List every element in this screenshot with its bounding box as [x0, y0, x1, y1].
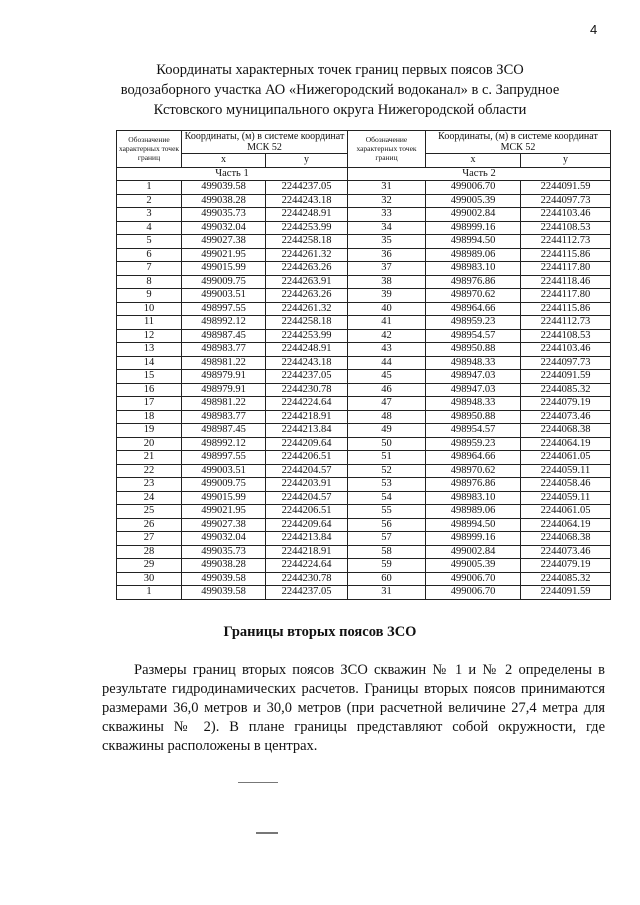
table-cell: 498983.10	[426, 491, 521, 505]
table-cell: 499015.99	[182, 262, 266, 276]
table-cell: 498954.57	[426, 424, 521, 438]
table-cell: 499039.58	[182, 572, 266, 586]
table-cell: 2244108.53	[521, 329, 611, 343]
table-cell: 2244079.19	[521, 559, 611, 573]
table-row	[117, 586, 611, 600]
table-cell: 2244085.32	[521, 383, 611, 397]
table-cell: 499006.70	[426, 572, 521, 586]
designation-header-left: Обозначение характерных точек границ	[117, 131, 182, 168]
table-cell: 498954.57	[426, 329, 521, 343]
table-row	[117, 424, 611, 438]
table-cell: 2244258.18	[266, 235, 348, 249]
table-cell: 2244097.73	[521, 356, 611, 370]
table-cell: 2244209.64	[266, 437, 348, 451]
table-row	[117, 262, 611, 276]
table-cell: 2244068.38	[521, 532, 611, 546]
table-row	[117, 248, 611, 262]
table-cell: 15	[117, 370, 182, 384]
table-cell: 2244204.57	[266, 491, 348, 505]
table-cell: 36	[348, 248, 426, 262]
title-line-2: водозаборного участка АО «Нижегородский водоканал» в с. Запрудное	[120, 82, 560, 98]
table-cell: 10	[117, 302, 182, 316]
table-cell: 498987.45	[182, 329, 266, 343]
table-cell: 2244213.84	[266, 424, 348, 438]
table-cell: 498994.50	[426, 235, 521, 249]
table-cell: 2244237.05	[266, 181, 348, 195]
table-cell: 2244253.99	[266, 221, 348, 235]
table-cell: 499032.04	[182, 221, 266, 235]
table-cell: 2244061.05	[521, 451, 611, 465]
table-cell: 2244097.73	[521, 194, 611, 208]
table-cell: 2244058.46	[521, 478, 611, 492]
table-row	[117, 194, 611, 208]
table-row	[117, 275, 611, 289]
table-cell: 7	[117, 262, 182, 276]
table-cell: 57	[348, 532, 426, 546]
table-cell: 498999.16	[426, 221, 521, 235]
body-paragraph: Размеры границ вторых поясов ЗСО скважин № 1 и № 2 определены в результате гидродинамических расчетов. Границы вторых поясов принимаются размерами 36,0 метров и 30,0 метров (при расчетной величине 27,4 метра для скважины № 2). В плане границы представляют собой окружности, где скважины расположены в центрах.	[102, 662, 605, 754]
coords-header-left: Координаты, (м) в системе координат МСК 52	[182, 131, 348, 154]
table-cell: 2244248.91	[266, 208, 348, 222]
table-cell: 21	[117, 451, 182, 465]
table-cell: 499039.58	[182, 181, 266, 195]
table-cell: 2244243.18	[266, 356, 348, 370]
table-cell: 53	[348, 478, 426, 492]
table-cell: 2244059.11	[521, 491, 611, 505]
table-cell: 32	[348, 194, 426, 208]
table-row	[117, 383, 611, 397]
table-cell: 2	[117, 194, 182, 208]
table-cell: 499015.99	[182, 491, 266, 505]
table-cell: 2244218.91	[266, 410, 348, 424]
table-row	[117, 316, 611, 330]
table-cell: 2244206.51	[266, 451, 348, 465]
part-1-label: Часть 1	[117, 167, 348, 181]
table-cell: 2244064.19	[521, 437, 611, 451]
table-cell: 499005.39	[426, 194, 521, 208]
table-row	[117, 397, 611, 411]
table-cell: 498983.77	[182, 410, 266, 424]
table-cell: 2244248.91	[266, 343, 348, 357]
table-cell: 498976.86	[426, 478, 521, 492]
table-cell: 498964.66	[426, 451, 521, 465]
table-cell: 499035.73	[182, 545, 266, 559]
table-cell: 498950.88	[426, 343, 521, 357]
table-cell: 499021.95	[182, 248, 266, 262]
table-cell: 499003.51	[182, 289, 266, 303]
table-cell: 30	[117, 572, 182, 586]
table-cell: 498970.62	[426, 464, 521, 478]
table-cell: 2244263.26	[266, 262, 348, 276]
table-cell: 25	[117, 505, 182, 519]
table-cell: 498950.88	[426, 410, 521, 424]
table-row	[117, 302, 611, 316]
table-cell: 2244073.46	[521, 410, 611, 424]
table-cell: 2244103.46	[521, 208, 611, 222]
y-header-left: y	[266, 154, 348, 168]
table-cell: 2244261.32	[266, 248, 348, 262]
table-row	[117, 437, 611, 451]
table-cell: 499035.73	[182, 208, 266, 222]
table-cell: 2244118.46	[521, 275, 611, 289]
table-cell: 6	[117, 248, 182, 262]
table-cell: 2244230.78	[266, 383, 348, 397]
table-cell: 38	[348, 275, 426, 289]
table-cell: 498983.77	[182, 343, 266, 357]
table-cell: 43	[348, 343, 426, 357]
scan-speck	[238, 782, 278, 783]
table-cell: 2244209.64	[266, 518, 348, 532]
table-cell: 56	[348, 518, 426, 532]
table-cell: 5	[117, 235, 182, 249]
table-cell: 499039.58	[182, 586, 266, 600]
table-cell: 2244213.84	[266, 532, 348, 546]
x-header-right: x	[426, 154, 521, 168]
table-cell: 23	[117, 478, 182, 492]
table-cell: 2244206.51	[266, 505, 348, 519]
table-row	[117, 559, 611, 573]
table-cell: 498987.45	[182, 424, 266, 438]
table-cell: 2244218.91	[266, 545, 348, 559]
table-cell: 54	[348, 491, 426, 505]
table-cell: 41	[348, 316, 426, 330]
table-cell: 2244085.32	[521, 572, 611, 586]
table-cell: 55	[348, 505, 426, 519]
table-cell: 46	[348, 383, 426, 397]
table-cell: 8	[117, 275, 182, 289]
table-cell: 39	[348, 289, 426, 303]
table-cell: 1	[117, 181, 182, 195]
table-cell: 2244068.38	[521, 424, 611, 438]
table-cell: 34	[348, 221, 426, 235]
table-cell: 58	[348, 545, 426, 559]
table-cell: 29	[117, 559, 182, 573]
title-line-3: Кстовского муниципального округа Нижегородской области	[153, 102, 527, 118]
table-cell: 498947.03	[426, 370, 521, 384]
table-cell: 2244237.05	[266, 370, 348, 384]
table-cell: 2244224.64	[266, 559, 348, 573]
table-cell: 22	[117, 464, 182, 478]
table-cell: 45	[348, 370, 426, 384]
table-cell: 498997.55	[182, 302, 266, 316]
table-cell: 28	[117, 545, 182, 559]
table-cell: 498948.33	[426, 356, 521, 370]
table-cell: 2244112.73	[521, 316, 611, 330]
table-cell: 2244103.46	[521, 343, 611, 357]
table-cell: 42	[348, 329, 426, 343]
table-row	[117, 505, 611, 519]
section-heading: Границы вторых поясов ЗСО	[223, 624, 417, 640]
table-cell: 498983.10	[426, 262, 521, 276]
table-cell: 12	[117, 329, 182, 343]
table-cell: 24	[117, 491, 182, 505]
table-cell: 52	[348, 464, 426, 478]
table-row	[117, 464, 611, 478]
table-cell: 20	[117, 437, 182, 451]
table-cell: 2244117.80	[521, 262, 611, 276]
table-cell: 2244091.59	[521, 586, 611, 600]
table-cell: 2244253.99	[266, 329, 348, 343]
table-cell: 44	[348, 356, 426, 370]
table-cell: 499006.70	[426, 181, 521, 195]
table-cell: 498964.66	[426, 302, 521, 316]
title-line-1: Координаты характерных точек границ первых поясов ЗСО	[156, 62, 524, 78]
table-cell: 2244061.05	[521, 505, 611, 519]
table-cell: 499002.84	[426, 545, 521, 559]
table-cell: 2244091.59	[521, 370, 611, 384]
table-cell: 499027.38	[182, 235, 266, 249]
coordinates-table	[116, 130, 611, 600]
table-cell: 2244059.11	[521, 464, 611, 478]
table-cell: 499003.51	[182, 464, 266, 478]
table-cell: 2244243.18	[266, 194, 348, 208]
table-cell: 3	[117, 208, 182, 222]
table-cell: 2244230.78	[266, 572, 348, 586]
table-row	[117, 235, 611, 249]
table-cell: 2244117.80	[521, 289, 611, 303]
table-cell: 498979.91	[182, 383, 266, 397]
table-cell: 51	[348, 451, 426, 465]
table-cell: 31	[348, 586, 426, 600]
table-cell: 2244064.19	[521, 518, 611, 532]
table-cell: 49	[348, 424, 426, 438]
table-cell: 4	[117, 221, 182, 235]
table-row	[117, 329, 611, 343]
table-cell: 498992.12	[182, 437, 266, 451]
table-cell: 2244263.26	[266, 289, 348, 303]
table-cell: 35	[348, 235, 426, 249]
document-title	[60, 60, 620, 120]
table-cell: 9	[117, 289, 182, 303]
page-number: 4	[590, 22, 598, 37]
table-row	[117, 181, 611, 195]
table-cell: 2244108.53	[521, 221, 611, 235]
scan-speck	[256, 832, 278, 834]
table-cell: 47	[348, 397, 426, 411]
table-cell: 499009.75	[182, 275, 266, 289]
table-cell: 498989.06	[426, 505, 521, 519]
table-cell: 498989.06	[426, 248, 521, 262]
designation-header-right: Обозначение характерных точек границ	[348, 131, 426, 168]
table-cell: 498994.50	[426, 518, 521, 532]
table-cell: 14	[117, 356, 182, 370]
table-cell: 498979.91	[182, 370, 266, 384]
table-cell: 48	[348, 410, 426, 424]
table-cell: 499032.04	[182, 532, 266, 546]
table-cell: 499006.70	[426, 586, 521, 600]
table-cell: 499005.39	[426, 559, 521, 573]
table-cell: 2244079.19	[521, 397, 611, 411]
table-cell: 37	[348, 262, 426, 276]
table-cell: 498981.22	[182, 397, 266, 411]
table-cell: 498970.62	[426, 289, 521, 303]
table-cell: 2244073.46	[521, 545, 611, 559]
table-cell: 18	[117, 410, 182, 424]
table-cell: 50	[348, 437, 426, 451]
table-cell: 499027.38	[182, 518, 266, 532]
table-cell: 59	[348, 559, 426, 573]
table-row	[117, 491, 611, 505]
table-row	[117, 478, 611, 492]
table-cell: 498999.16	[426, 532, 521, 546]
table-cell: 40	[348, 302, 426, 316]
table-cell: 499021.95	[182, 505, 266, 519]
table-cell: 2244263.91	[266, 275, 348, 289]
table-cell: 2244115.86	[521, 248, 611, 262]
table-cell: 2244224.64	[266, 397, 348, 411]
table-cell: 33	[348, 208, 426, 222]
table-cell: 499038.28	[182, 559, 266, 573]
table-cell: 2244112.73	[521, 235, 611, 249]
table-cell: 499009.75	[182, 478, 266, 492]
table-row	[117, 572, 611, 586]
table-row	[117, 289, 611, 303]
table-row	[117, 451, 611, 465]
table-cell: 498997.55	[182, 451, 266, 465]
table-cell: 498992.12	[182, 316, 266, 330]
table-cell: 26	[117, 518, 182, 532]
coords-header-right: Координаты, (м) в системе координат МСК 52	[426, 131, 611, 154]
table-cell: 2244237.05	[266, 586, 348, 600]
y-header-right: y	[521, 154, 611, 168]
table-cell: 2244258.18	[266, 316, 348, 330]
table-row	[117, 356, 611, 370]
table-cell: 499002.84	[426, 208, 521, 222]
table-row	[117, 370, 611, 384]
part-2-label: Часть 2	[348, 167, 611, 181]
table-cell: 2244261.32	[266, 302, 348, 316]
table-cell: 27	[117, 532, 182, 546]
table-cell: 2244115.86	[521, 302, 611, 316]
table-cell: 2244203.91	[266, 478, 348, 492]
table-cell: 498947.03	[426, 383, 521, 397]
table-row	[117, 545, 611, 559]
table-cell: 1	[117, 586, 182, 600]
x-header-left: x	[182, 154, 266, 168]
table-row	[117, 532, 611, 546]
table-cell: 60	[348, 572, 426, 586]
table-row	[117, 343, 611, 357]
table-cell: 13	[117, 343, 182, 357]
table-cell: 498959.23	[426, 437, 521, 451]
table-cell: 498981.22	[182, 356, 266, 370]
table-row	[117, 410, 611, 424]
table-row	[117, 221, 611, 235]
table-cell: 499038.28	[182, 194, 266, 208]
table-cell: 2244091.59	[521, 181, 611, 195]
table-cell: 2244204.57	[266, 464, 348, 478]
table-cell: 17	[117, 397, 182, 411]
table-cell: 31	[348, 181, 426, 195]
table-cell: 11	[117, 316, 182, 330]
table-cell: 16	[117, 383, 182, 397]
table-row	[117, 518, 611, 532]
table-cell: 19	[117, 424, 182, 438]
table-cell: 498959.23	[426, 316, 521, 330]
table-cell: 498976.86	[426, 275, 521, 289]
table-cell: 498948.33	[426, 397, 521, 411]
table-row	[117, 208, 611, 222]
